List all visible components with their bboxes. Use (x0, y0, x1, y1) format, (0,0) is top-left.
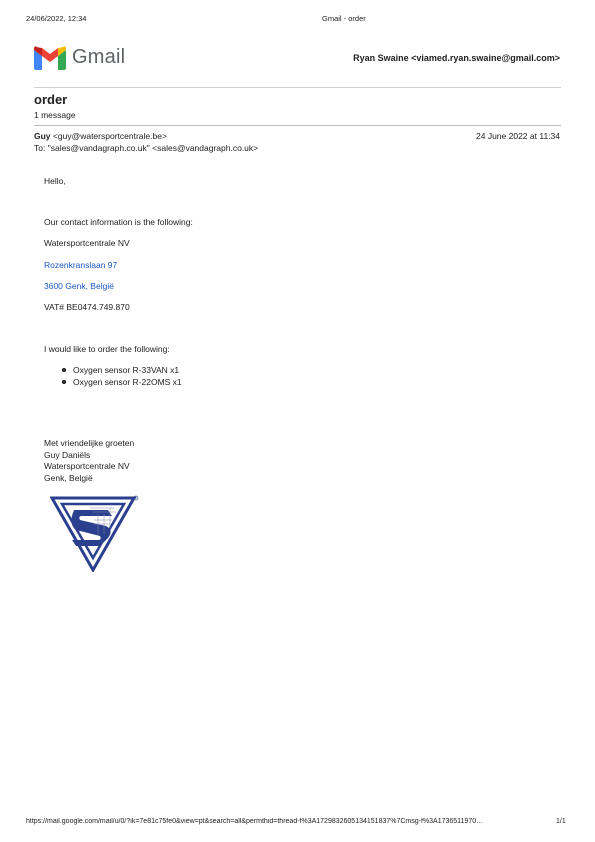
signature-location: Genk, België (44, 472, 93, 483)
sender-email[interactable]: <guy@watersportcentrale.be> (52, 131, 167, 141)
sender (34, 131, 167, 141)
list-item: Oxygen sensor R-22OMS x1 (62, 376, 182, 388)
order-items-list (62, 364, 182, 388)
company-name: Watersportcentrale NV (44, 238, 130, 248)
contact-intro: Our contact information is the following: (44, 217, 193, 227)
gmail-logo-text: Gmail (72, 46, 126, 68)
header-divider (34, 87, 561, 88)
greeting: Hello, (44, 176, 66, 186)
thread-divider (34, 125, 561, 126)
message-count: 1 message (34, 110, 76, 120)
address-city-link[interactable]: 3600 Genk, België (44, 281, 114, 291)
footer-url: https://mail.google.com/mail/u/0/?ik=7e81c75fe0&view=pt&search=all&permthid=thread-f%3A1729832605134151837%7Cmsg-f%3A1736511970… (26, 818, 484, 825)
signature-closing: Met vriendelijke groeten (44, 438, 135, 448)
gmail-logo[interactable] (34, 44, 134, 72)
print-title: Gmail - order (322, 14, 366, 23)
svg-text:R: R (135, 497, 137, 501)
list-item: Oxygen sensor R-33VAN x1 (62, 364, 182, 376)
address-street-link[interactable]: Rozenkranslaan 97 (44, 260, 118, 270)
company-emblem (50, 494, 142, 572)
signature-company: Watersportcentrale NV (44, 461, 130, 471)
message-date: 24 June 2022 at 11:34 (476, 131, 560, 141)
print-datetime: 24/06/2022, 12:34 (26, 14, 87, 23)
thread-subject: order (34, 92, 68, 107)
account-label: Ryan Swaine <viamed.ryan.swaine@gmail.com> (353, 53, 560, 63)
triangle-s-logo-icon (50, 494, 142, 572)
gmail-m-icon (34, 46, 66, 70)
signature-name: Guy Daniëls (44, 449, 91, 460)
vat-number: VAT# BE0474.749.870 (44, 302, 130, 312)
order-intro: I would like to order the following: (44, 344, 170, 354)
recipient: To: "sales@vandagraph.co.uk" <sales@vandagraph.co.uk> (34, 143, 259, 153)
footer-page-number: 1/1 (556, 818, 566, 825)
sender-name: Guy (34, 131, 51, 141)
signature (44, 438, 134, 484)
